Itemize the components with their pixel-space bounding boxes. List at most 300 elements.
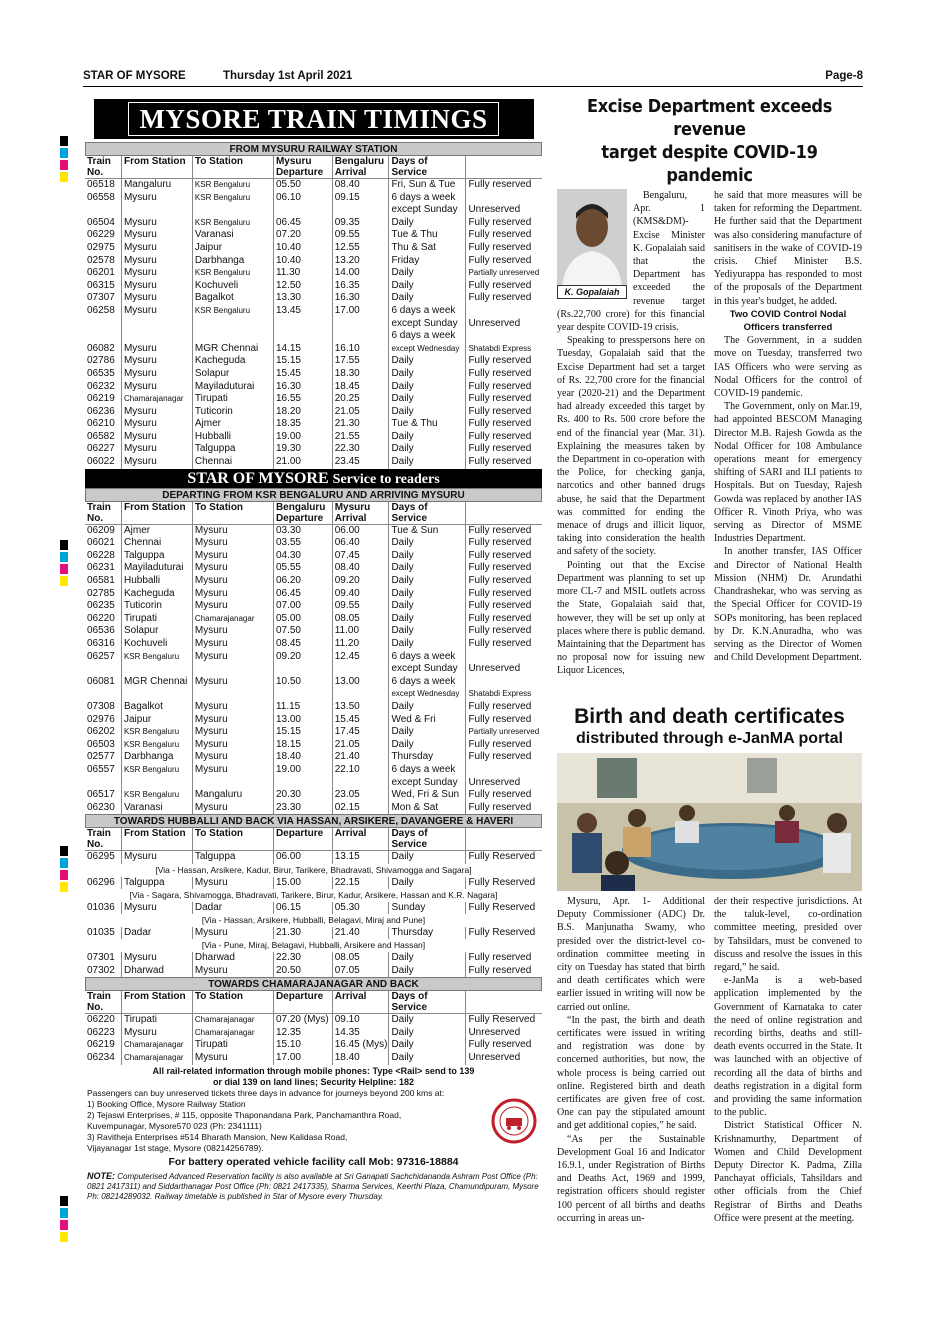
table-row: [85, 368, 542, 381]
table-cell: KSR Bengaluru: [121, 651, 192, 664]
table-cell: except Sunday: [389, 318, 466, 331]
table-cell: Fully reserved: [468, 789, 532, 801]
table-cell: [121, 318, 192, 331]
table-cell: Fully reserved: [468, 587, 532, 599]
table-cell: [273, 663, 332, 676]
table-cell: Mysuru: [121, 355, 192, 368]
table-cell: 14.35: [332, 1027, 389, 1040]
table-cell: 07.05: [332, 965, 389, 978]
table-row: [85, 651, 542, 664]
column-header: Arrival: [332, 991, 389, 1014]
table-cell: 13.20: [332, 255, 389, 268]
table-cell: Thursday: [389, 751, 466, 764]
reg-mark: [60, 172, 68, 182]
table-cell: Fully reserved: [468, 279, 532, 291]
table-cell: [192, 777, 273, 790]
table-cell: 06535: [85, 368, 121, 381]
table-cell: 06503: [85, 739, 121, 752]
table-cell: Mysuru: [121, 456, 192, 469]
birth-headline-2: distributed through e-JanMA portal: [576, 730, 843, 747]
table-cell: Kacheguda: [121, 588, 192, 601]
table-cell: 6 days a week: [389, 305, 466, 318]
table-cell: 02577: [85, 751, 121, 764]
table-cell: Daily: [389, 588, 466, 601]
table-cell: Mysuru: [121, 242, 192, 255]
paper-name: STAR OF MYSORE: [83, 70, 186, 82]
timetable-hubballi: [85, 828, 542, 977]
table-cell: 06223: [85, 1027, 121, 1040]
table-cell: Mysuru: [192, 764, 273, 777]
table-cell: 15.45: [273, 368, 332, 381]
table-cell: [85, 330, 121, 343]
excise-article: [557, 189, 862, 678]
table-cell: 23.05: [332, 789, 389, 802]
table-row: [85, 217, 542, 230]
table-row: [85, 952, 542, 965]
table-cell: 15.15: [273, 726, 332, 739]
reg-mark: [60, 858, 68, 868]
table-cell: Daily: [389, 381, 466, 394]
paragraph: Bengaluru, Apr. 1 (KMS&DM)- Excise Minister K. Gopalaiah said that the Department has exceeded the revenue target (Rs.22,700 crore) for this financial year despite COVID-19 crisis.: [557, 190, 705, 334]
table-row: [85, 229, 542, 242]
table-cell: 05.50: [273, 179, 332, 192]
table-cell: Fully reserved: [468, 738, 532, 750]
table-cell: 07.50: [273, 625, 332, 638]
table-cell: 11.00: [332, 625, 389, 638]
table-cell: [121, 777, 192, 790]
table-cell: Wed, Fri & Sun: [389, 789, 466, 802]
timetable-banner: MYSORE TRAIN TIMINGS: [94, 99, 534, 139]
table-cell: 12.50: [273, 280, 332, 293]
table-cell: [466, 192, 542, 205]
table-row: [85, 1039, 542, 1052]
table-row: [85, 550, 542, 563]
table-cell: Daily: [389, 431, 466, 444]
table-cell: Fri, Sun & Tue: [389, 179, 466, 192]
table-cell: Unreserved: [468, 317, 521, 329]
column-header: Mysuru Arrival: [332, 502, 389, 525]
table-cell: Mysuru: [192, 965, 273, 978]
table-cell: Varanasi: [121, 802, 192, 815]
table-row: [85, 1014, 542, 1027]
table-row: [85, 179, 542, 192]
column-header: [466, 991, 542, 1014]
table-cell: except Wednesday: [389, 343, 466, 356]
table-cell: 15.45: [332, 714, 389, 727]
table-cell: [332, 777, 389, 790]
table-cell: Friday: [389, 255, 466, 268]
table-cell: Kochuveli: [192, 280, 273, 293]
table-cell: Partially unreserved: [468, 268, 540, 278]
table-cell: 06.20: [273, 575, 332, 588]
table-cell: 12.35: [273, 1027, 332, 1040]
column-header: [466, 156, 542, 179]
table-cell: Daily: [389, 217, 466, 230]
table-row: [85, 663, 542, 676]
table-cell: Daily: [389, 355, 466, 368]
table-cell: 16.30: [273, 381, 332, 394]
battery-vehicle-line: For battery operated vehicle facility call Mob: 97316-18884: [168, 1155, 459, 1168]
table-cell: Tue & Thu: [389, 229, 466, 242]
table-cell: Fully Reserved: [468, 901, 536, 913]
table-cell: 06257: [85, 651, 121, 664]
table-row: [85, 777, 542, 790]
table-row: [85, 588, 542, 601]
column-header: Days of Service: [389, 828, 466, 851]
table-cell: Fully reserved: [468, 612, 532, 624]
table-cell: Jaipur: [192, 242, 273, 255]
table-cell: Thu & Sat: [389, 242, 466, 255]
info-line: Passengers can buy unreserved tickets three days in advance for journeys beyond 200 kms at:: [87, 1087, 445, 1098]
table-cell: Fully reserved: [468, 801, 532, 813]
table-cell: 06234: [85, 1052, 121, 1065]
table-cell: 18.35: [273, 418, 332, 431]
table-cell: 12.45: [332, 651, 389, 664]
table-cell: Daily: [389, 1039, 466, 1052]
table-cell: 02975: [85, 242, 121, 255]
table-row: [85, 600, 542, 613]
table-cell: Chamarajanagar: [121, 1052, 192, 1065]
table-cell: 05.00: [273, 613, 332, 626]
table-cell: except Sunday: [389, 777, 466, 790]
table-cell: Daily: [389, 600, 466, 613]
table-cell: Fully reserved: [468, 367, 532, 379]
route-via: [Via - Hassan, Arsikere, Hubballi, Belagavi, Miraj and Pune]: [201, 915, 426, 926]
table-cell: 09.40: [332, 588, 389, 601]
table-cell: Daily: [389, 1027, 466, 1040]
table-cell: 06021: [85, 537, 121, 550]
table-cell: Mysuru: [192, 676, 273, 689]
table-cell: Shatabdi Express: [468, 689, 532, 699]
table-cell: Daily: [389, 368, 466, 381]
table-cell: [466, 676, 542, 689]
table-cell: [332, 688, 389, 701]
table-cell: Mysuru: [192, 588, 273, 601]
table-cell: Sunday: [389, 902, 466, 915]
table-row: [85, 537, 542, 550]
table-cell: KSR Bengaluru: [192, 192, 273, 205]
table-cell: 06228: [85, 550, 121, 563]
table-row: [85, 739, 542, 752]
table-cell: Mysuru: [192, 524, 273, 537]
table-cell: Daily: [389, 952, 466, 965]
table-cell: Fully reserved: [468, 537, 532, 549]
table-cell: [121, 330, 192, 343]
reg-mark: [60, 136, 68, 146]
table-cell: Chennai: [121, 537, 192, 550]
table-row: [85, 877, 542, 890]
table-cell: Daily: [389, 625, 466, 638]
table-cell: Mysuru: [121, 280, 192, 293]
table-cell: Fully reserved: [468, 549, 532, 561]
table-cell: [273, 688, 332, 701]
column-header: To Station: [192, 156, 273, 179]
rail-info: [85, 1065, 542, 1203]
table-cell: Daily: [389, 280, 466, 293]
via-row: [85, 914, 542, 927]
table-cell: Mysuru: [192, 562, 273, 575]
table-cell: [273, 318, 332, 331]
table-cell: Mangaluru: [192, 789, 273, 802]
table-cell: 06232: [85, 381, 121, 394]
table-cell: 08.45: [273, 638, 332, 651]
table-cell: Mysuru: [192, 638, 273, 651]
table-cell: [85, 777, 121, 790]
table-cell: KSR Bengaluru: [192, 267, 273, 280]
column-header: From Station: [121, 502, 192, 525]
table-row: [85, 625, 542, 638]
table-cell: [466, 651, 542, 664]
table-row: [85, 751, 542, 764]
railway-logo: [488, 1088, 540, 1154]
table-row: [85, 965, 542, 978]
table-cell: Daily: [389, 562, 466, 575]
table-cell: 10.50: [273, 676, 332, 689]
table-cell: 06230: [85, 802, 121, 815]
table-cell: Fully reserved: [468, 524, 532, 536]
table-cell: 06220: [85, 1014, 121, 1027]
reg-mark: [60, 1208, 68, 1218]
table-cell: 18.30: [332, 368, 389, 381]
table-cell: 13.50: [332, 701, 389, 714]
table-row: [85, 902, 542, 915]
table-cell: Chamarajanagar: [121, 1039, 192, 1052]
table-cell: [121, 204, 192, 217]
table-row: [85, 267, 542, 280]
table-cell: 09.55: [332, 229, 389, 242]
table-cell: Hubballi: [121, 575, 192, 588]
paragraph: The Government, only on Mar.19, had appointed BESCOM Managing Director M.B. Rajesh Gowda as the Nodal Officer for 108 Ambulance operations meant for emergency shifting of SARI and ILI patients to Hospitals. But on Tuesday, Rajesh Gowda was replaced by another IAS Officer R. Vinoth Priya, who was serving as Director of MSME Industries Department.: [714, 401, 862, 545]
table-cell: Fully reserved: [468, 600, 532, 612]
reg-mark: [60, 870, 68, 880]
table-cell: 06517: [85, 789, 121, 802]
table-cell: 06.10: [273, 192, 332, 205]
table-cell: 01035: [85, 927, 121, 940]
table-cell: Tirupati: [121, 1014, 192, 1027]
column-header: Train No.: [85, 156, 121, 179]
table-header: [85, 828, 542, 851]
table-cell: Mysuru: [192, 877, 273, 890]
table-cell: Fully reserved: [468, 355, 532, 367]
table-cell: [273, 204, 332, 217]
column-header: [466, 828, 542, 851]
table-cell: MGR Chennai: [121, 676, 192, 689]
table-cell: 06235: [85, 600, 121, 613]
table-cell: 05.55: [273, 562, 332, 575]
timetable-chamarajanagar: [85, 991, 542, 1064]
table-cell: [192, 330, 273, 343]
table-cell: 05.30: [332, 902, 389, 915]
table-cell: Unreserved: [468, 1052, 521, 1064]
table-cell: Mysuru: [121, 406, 192, 419]
info-line: or dial 139 on land lines; Security Helpline: 182: [212, 1076, 415, 1087]
table-cell: 06504: [85, 217, 121, 230]
table-cell: 06.45: [273, 217, 332, 230]
table-row: [85, 192, 542, 205]
table-cell: Unreserved: [468, 776, 521, 788]
table-cell: Mysuru: [121, 952, 192, 965]
table-cell: 02578: [85, 255, 121, 268]
table-cell: Fully reserved: [468, 229, 532, 241]
table-cell: KSR Bengaluru: [192, 217, 273, 230]
column-header: From Station: [121, 991, 192, 1014]
table-cell: Fully reserved: [468, 562, 532, 574]
table-cell: Chamarajanagar: [192, 1027, 273, 1040]
route-via: [Via - Sagara, Shivamogga, Bhadravati, Tarikere, Birur, Kadur, Arsikere, Hassan and K.R. Nagara]: [129, 890, 498, 901]
table-cell: Tirupati: [192, 1039, 273, 1052]
table-cell: [466, 305, 542, 318]
table-cell: 09.10: [332, 1014, 389, 1027]
table-cell: Daily: [389, 851, 466, 864]
table-cell: 20.25: [332, 393, 389, 406]
table-cell: 21.00: [273, 456, 332, 469]
table-cell: 15.10: [273, 1039, 332, 1052]
table-row: [85, 280, 542, 293]
paragraph: The Government, in a sudden move on Tuesday, transferred two IAS Officers who were serving as Nodal Officers for the control of COVID-19 pandemic.: [714, 335, 862, 400]
table-row: [85, 764, 542, 777]
table-cell: 07301: [85, 952, 121, 965]
table-cell: Mysuru: [121, 292, 192, 305]
table-cell: Thursday: [389, 927, 466, 940]
paragraph: Speaking to presspersons here on Tuesday, Gopalaiah said that the Excise Department had set a target of Rs. 22,700 crore for the financial year (2020-21) and the Department had already exceeded this target by Rs. 400 to Rs. 500 crore before the end of the financial year (Mar. 31). Explaining the measures taken by the Department in co-operation with the Police, for checking ganja, narcotics and other banned drugs abuse, he said that the Department was committed for ending the menace of drugs and illicit liquor, taking into consideration the health and safety of the society.: [557, 335, 705, 558]
table-cell: 13.15: [332, 851, 389, 864]
table-cell: 17.45: [332, 726, 389, 739]
via-row: [85, 889, 542, 902]
table-cell: 06518: [85, 179, 121, 192]
table-cell: Fully reserved: [468, 292, 532, 304]
table-cell: Tirupati: [192, 393, 273, 406]
table-cell: KSR Bengaluru: [121, 739, 192, 752]
table-cell: [121, 688, 192, 701]
table-cell: Daily: [389, 292, 466, 305]
table-row: [85, 242, 542, 255]
table-cell: Talguppa: [121, 550, 192, 563]
section-title: DEPARTING FROM KSR BENGALURU AND ARRIVING MYSURU: [85, 488, 542, 502]
table-cell: 10.40: [273, 242, 332, 255]
table-cell: 18.40: [273, 751, 332, 764]
table-cell: Mysuru: [121, 343, 192, 356]
table-cell: Chennai: [192, 456, 273, 469]
table-cell: Chamarajanagar: [192, 1014, 273, 1027]
table-cell: 11.20: [332, 638, 389, 651]
table-cell: 08.40: [332, 179, 389, 192]
reg-mark: [60, 576, 68, 586]
table-cell: 06.45: [273, 588, 332, 601]
table-cell: Mysuru: [192, 575, 273, 588]
paragraph: he said that more measures will be taken for reforming the Department. He further said that the Department was also considering manufacture of sanitisers in the wake of COVID-19 crisis. Chief Minister B.S. Yediyurappa has responded to most of the proposals of the Department in this year's budget, he added.: [714, 190, 862, 307]
table-row: [85, 524, 542, 537]
table-header: [85, 991, 542, 1014]
table-cell: 18.45: [332, 381, 389, 394]
table-cell: 23.30: [273, 802, 332, 815]
service-banner: STAR OF MYSORE Service to readers: [85, 469, 542, 488]
birth-article: [557, 895, 862, 1225]
table-cell: Mysuru: [192, 537, 273, 550]
table-cell: 22.30: [273, 952, 332, 965]
table-cell: Dadar: [192, 902, 273, 915]
table-cell: Daily: [389, 1052, 466, 1065]
table-cell: 06202: [85, 726, 121, 739]
table-cell: Mysuru: [121, 192, 192, 205]
table-cell: Mysuru: [121, 1027, 192, 1040]
reg-mark: [60, 540, 68, 550]
column-header: Days of Service: [389, 502, 466, 525]
table-cell: 06209: [85, 524, 121, 537]
section-title: TOWARDS CHAMARAJANAGAR AND BACK: [85, 977, 542, 991]
table-cell: Bagalkot: [192, 292, 273, 305]
table-cell: Ajmer: [121, 524, 192, 537]
table-cell: 06558: [85, 192, 121, 205]
note: NOTE: Computerised Advanced Reservation facility is also available at Sri Ganapati Sachchidananda Ashram Post Office (Ph: 0821 2417311) and Siddarthanagar Post Office (Ph: 0821 2417335), Sharma Services, Keerthi Plaza, Chamundipuram, Mysore Ph: 08214289032. Railway timetable is published in Star of Mysore every Thursday.: [87, 1170, 539, 1201]
table-cell: 06581: [85, 575, 121, 588]
table-cell: Fully reserved: [468, 964, 532, 976]
table-cell: Mysuru: [121, 418, 192, 431]
train-timetable: [85, 95, 542, 1203]
table-cell: 6 days a week: [389, 192, 466, 205]
table-cell: Mayiladuturai: [192, 381, 273, 394]
table-cell: Fully reserved: [468, 380, 532, 392]
table-cell: 12.55: [332, 242, 389, 255]
table-cell: 09.20: [273, 651, 332, 664]
table-cell: Daily: [389, 1014, 466, 1027]
table-row: [85, 701, 542, 714]
column-header: Train No.: [85, 828, 121, 851]
table-cell: [192, 688, 273, 701]
page-number: Page-8: [825, 70, 863, 82]
table-cell: Mysuru: [192, 600, 273, 613]
table-cell: 09.20: [332, 575, 389, 588]
table-cell: Daily: [389, 638, 466, 651]
table-cell: Shatabdi Express: [468, 343, 532, 353]
info-line: All rail-related information through mobile phones: Type <Rail> send to 139: [152, 1065, 475, 1076]
table-row: [85, 381, 542, 394]
table-cell: 17.55: [332, 355, 389, 368]
table-cell: 09.35: [332, 217, 389, 230]
table-cell: Fully Reserved: [468, 876, 536, 888]
paragraph: “In the past, the birth and death certificates were issued in writing and registration was done by concerned authorities, but now, the whole process is being carried out online. Registered birth and death certificates are given free of cost. One can pay the stipulated amount and get additional copies,” he said.: [557, 1014, 705, 1132]
table-cell: 06227: [85, 443, 121, 456]
table-cell: 21.30: [332, 418, 389, 431]
table-cell: Fully reserved: [468, 254, 532, 266]
column-header: To Station: [192, 991, 273, 1014]
table-cell: Fully Reserved: [468, 926, 536, 938]
table-cell: 21.55: [332, 431, 389, 444]
table-cell: 19.00: [273, 431, 332, 444]
table-cell: 22.10: [332, 764, 389, 777]
table-cell: Mysuru: [121, 229, 192, 242]
table-cell: Jaipur: [121, 714, 192, 727]
table-row: [85, 1052, 542, 1065]
column-header: Train No.: [85, 502, 121, 525]
table-cell: 06296: [85, 877, 121, 890]
table-cell: [273, 777, 332, 790]
table-cell: 06.00: [332, 524, 389, 537]
reg-mark: [60, 1196, 68, 1206]
table-cell: Tuticorin: [192, 406, 273, 419]
table-cell: Mysuru: [192, 1052, 273, 1065]
table-cell: Daily: [389, 406, 466, 419]
table-row: [85, 676, 542, 689]
table-cell: Talguppa: [121, 877, 192, 890]
table-cell: 21.40: [332, 927, 389, 940]
table-cell: 11.15: [273, 701, 332, 714]
table-cell: Fully reserved: [468, 638, 532, 649]
table-cell: Mysuru: [121, 443, 192, 456]
table-cell: [85, 663, 121, 676]
table-cell: Daily: [389, 739, 466, 752]
table-cell: 06229: [85, 229, 121, 242]
table-row: [85, 393, 542, 406]
